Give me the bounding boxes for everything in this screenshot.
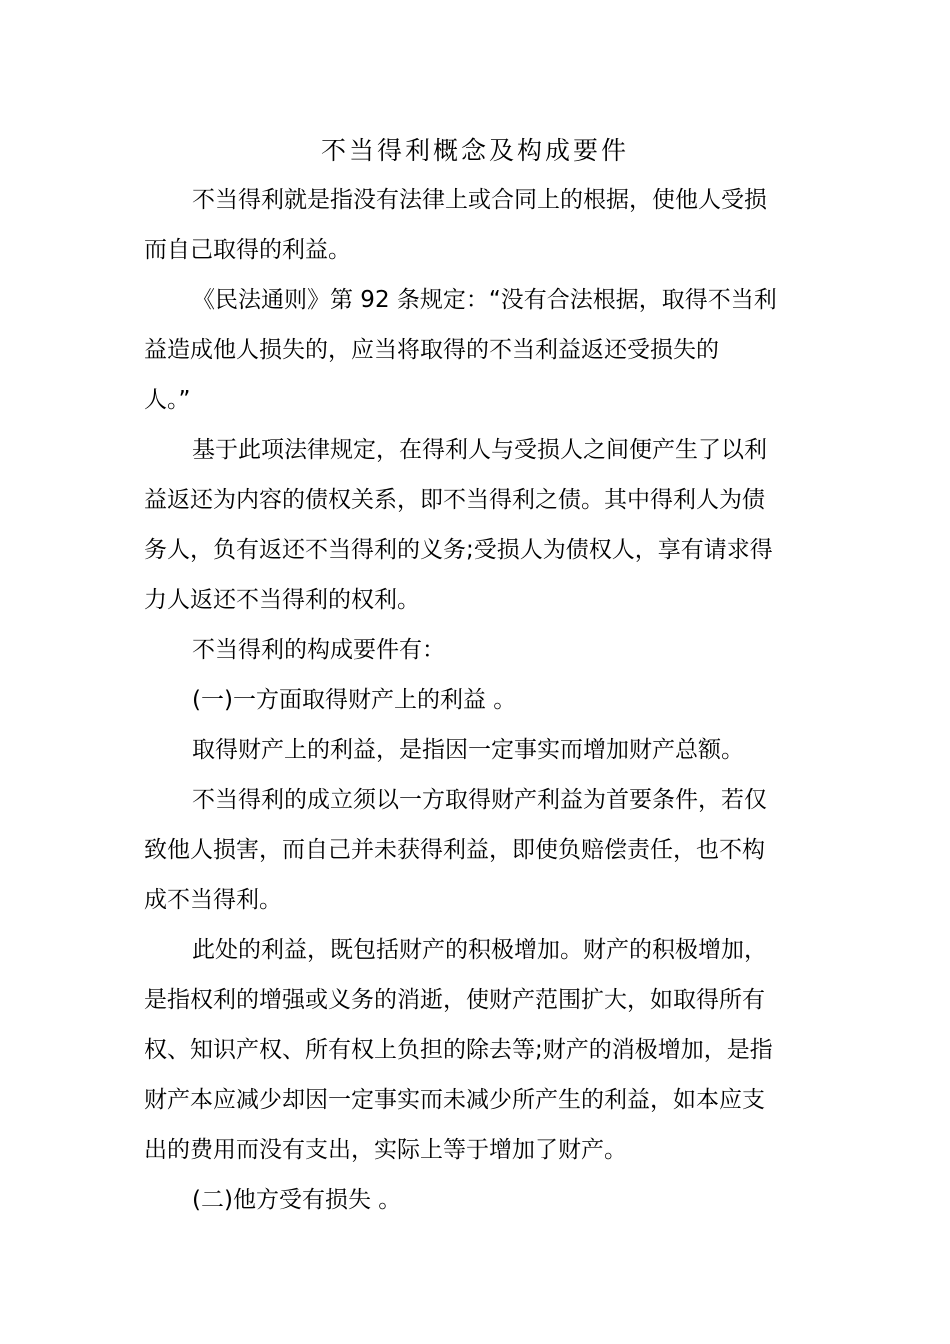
paragraph-primary-condition [144, 775, 806, 925]
document-title: 不当得利概念及构成要件 [320, 136, 629, 165]
text-line: 益造成他人损失的，应当将取得的不当利益返还受损失的 [144, 337, 719, 363]
paragraph-elements-intro [144, 625, 806, 675]
text-line: 取得财产上的利益，是指因一定事实而增加财产总额。 [192, 737, 744, 763]
paragraph-element-two-heading [144, 1175, 806, 1225]
text-line: 而自己取得的利益。 [144, 237, 351, 263]
text-line: 权、知识产权、所有权上负担的除去等;财产的消极增加，是指 [144, 1037, 773, 1063]
text-line: 此处的利益，既包括财产的积极增加。财产的积极增加， [192, 937, 767, 963]
paragraph-element-one-heading [144, 675, 806, 725]
paragraph-benefit-types [144, 925, 806, 1175]
text-line: 基于此项法律规定，在得利人与受损人之间便产生了以利 [192, 437, 767, 463]
text-line: 是指权利的增强或义务的消逝，使财产范围扩大，如取得所有 [144, 987, 765, 1013]
paragraph-property-benefit [144, 725, 806, 775]
paragraph-legal-relation [144, 425, 806, 625]
text-line: 财产本应减少却因一定事实而未减少所产生的利益，如本应支 [144, 1087, 765, 1113]
paragraph-civil-law-article [144, 275, 806, 425]
document-body [144, 175, 806, 1225]
text-line: 人。” [144, 387, 191, 413]
text-line: 不当得利的成立须以一方取得财产利益为首要条件，若仅 [192, 787, 767, 813]
text-line: 不当得利的构成要件有： [192, 637, 445, 663]
text-line: 《民法通则》第 92 条规定：“没有合法根据，取得不当利 [192, 287, 777, 313]
text-line: (一)一方面取得财产上的利益 。 [192, 687, 517, 713]
text-line: 致他人损害，而自己并未获得利益，即使负赔偿责任，也不构 [144, 837, 765, 863]
text-line: 不当得利就是指没有法律上或合同上的根据，使他人受损 [192, 187, 767, 213]
text-line: 务人，负有返还不当得利的义务;受损人为债权人，享有请求得 [144, 537, 773, 563]
paragraph-definition [144, 175, 806, 275]
text-line: 益返还为内容的债权关系，即不当得利之债。其中得利人为债 [144, 487, 765, 513]
text-line: 力人返还不当得利的权利。 [144, 587, 420, 613]
text-line: 出的费用而没有支出，实际上等于增加了财产。 [144, 1137, 627, 1163]
text-line: (二)他方受有损失 。 [192, 1187, 402, 1213]
text-line: 成不当得利。 [144, 887, 282, 913]
